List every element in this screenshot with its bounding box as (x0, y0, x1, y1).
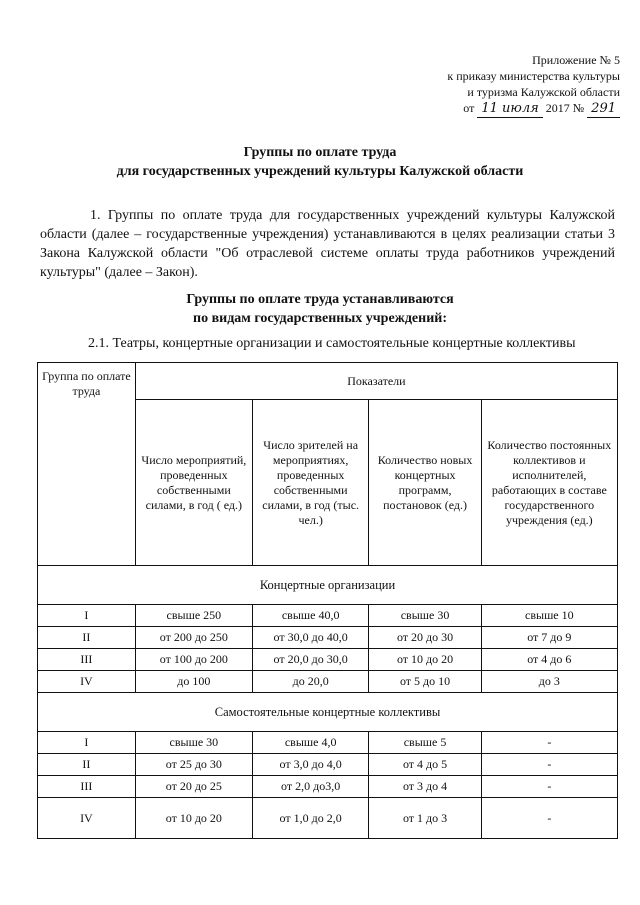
table-row (38, 754, 618, 776)
cell: от 25 до 30 (135, 754, 252, 776)
cell: - (481, 754, 617, 776)
handwritten-date: 11 июля (477, 101, 542, 118)
paragraph-1: 1. Группы по оплате труда для государственных учреждений культуры Калужской области (далее – государственные учреждения) устанавливаются в целях реализации статьи 3 Закона Калужской области "Об отраслевой системе оплаты труда работников учреждений культуры" (далее – Закон). (40, 208, 615, 280)
cell: свыше 30 (369, 605, 481, 627)
subtitle-line-1: Группы по оплате труда устанавливаются (186, 292, 454, 307)
cell: от 1 до 3 (369, 798, 481, 839)
header-col-collectives: Количество постоянных коллективов и исполнителей, работающих в составе государственного учреждения (ед.) (481, 400, 617, 566)
cell-group: II (38, 627, 136, 649)
appendix-line-3: и туризма Калужской области (467, 85, 620, 99)
table-row (38, 605, 618, 627)
cell: от 5 до 10 (369, 671, 481, 693)
cell-group: III (38, 649, 136, 671)
cell: свыше 40,0 (252, 605, 369, 627)
appendix-date-line (380, 100, 620, 118)
cell: свыше 250 (135, 605, 252, 627)
number-prefix: № (572, 101, 585, 115)
section-row-concert-organizations: Концертные организации (38, 566, 618, 605)
title-line-2: для государственных учреждений культуры Калужской области (116, 164, 524, 179)
cell: свыше 5 (369, 732, 481, 754)
header-indicators: Показатели (135, 363, 617, 400)
cell: от 2,0 до3,0 (252, 776, 369, 798)
cell-group: IV (38, 671, 136, 693)
handwritten-number: 291 (587, 101, 620, 118)
date-year: 2017 (545, 101, 570, 115)
table-row (38, 798, 618, 839)
cell: свыше 30 (135, 732, 252, 754)
subtitle (0, 290, 640, 328)
cell: до 20,0 (252, 671, 369, 693)
appendix-line-1: Приложение № 5 (532, 53, 620, 67)
appendix-line-2: к приказу министерства культуры (447, 69, 620, 83)
cell: от 30,0 до 40,0 (252, 627, 369, 649)
table-row (38, 671, 618, 693)
table-row (38, 627, 618, 649)
cell: от 100 до 200 (135, 649, 252, 671)
header-group: Группа по оплате труда (38, 363, 136, 566)
cell-group: II (38, 754, 136, 776)
cell: от 200 до 250 (135, 627, 252, 649)
title-line-1: Группы по оплате труда (243, 145, 397, 160)
cell: от 3 до 4 (369, 776, 481, 798)
cell: от 4 до 5 (369, 754, 481, 776)
cell: от 4 до 6 (481, 649, 617, 671)
cell: от 10 до 20 (369, 649, 481, 671)
cell: до 3 (481, 671, 617, 693)
appendix-header (380, 52, 620, 118)
cell: от 20 до 30 (369, 627, 481, 649)
cell-group: IV (38, 798, 136, 839)
date-prefix: от (463, 101, 475, 115)
cell: от 1,0 до 2,0 (252, 798, 369, 839)
header-col-events: Число мероприятий, проведенных собственными силами, в год ( ед.) (135, 400, 252, 566)
cell: - (481, 798, 617, 839)
cell: от 20 до 25 (135, 776, 252, 798)
cell-group: I (38, 732, 136, 754)
table-row (38, 776, 618, 798)
cell: - (481, 732, 617, 754)
subtitle-line-2: по видам государственных учреждений: (193, 311, 447, 326)
header-col-programs: Количество новых концертных программ, постановок (ед.) (369, 400, 481, 566)
document-title (0, 143, 640, 181)
section-title: 2.1. Театры, концертные организации и самостоятельные концертные коллективы (88, 336, 576, 351)
cell: свыше 4,0 (252, 732, 369, 754)
table-row (38, 732, 618, 754)
cell-group: I (38, 605, 136, 627)
table-row (38, 649, 618, 671)
cell: - (481, 776, 617, 798)
cell: свыше 10 (481, 605, 617, 627)
cell: от 20,0 до 30,0 (252, 649, 369, 671)
cell: от 3,0 до 4,0 (252, 754, 369, 776)
cell: до 100 (135, 671, 252, 693)
header-col-spectators: Число зрителей на мероприятиях, проведенных собственными силами, в год (тыс. чел.) (252, 400, 369, 566)
pay-groups-table (37, 362, 618, 839)
cell: от 10 до 20 (135, 798, 252, 839)
section-row-independent-collectives: Самостоятельные концертные коллективы (38, 693, 618, 732)
cell: от 7 до 9 (481, 627, 617, 649)
cell-group: III (38, 776, 136, 798)
